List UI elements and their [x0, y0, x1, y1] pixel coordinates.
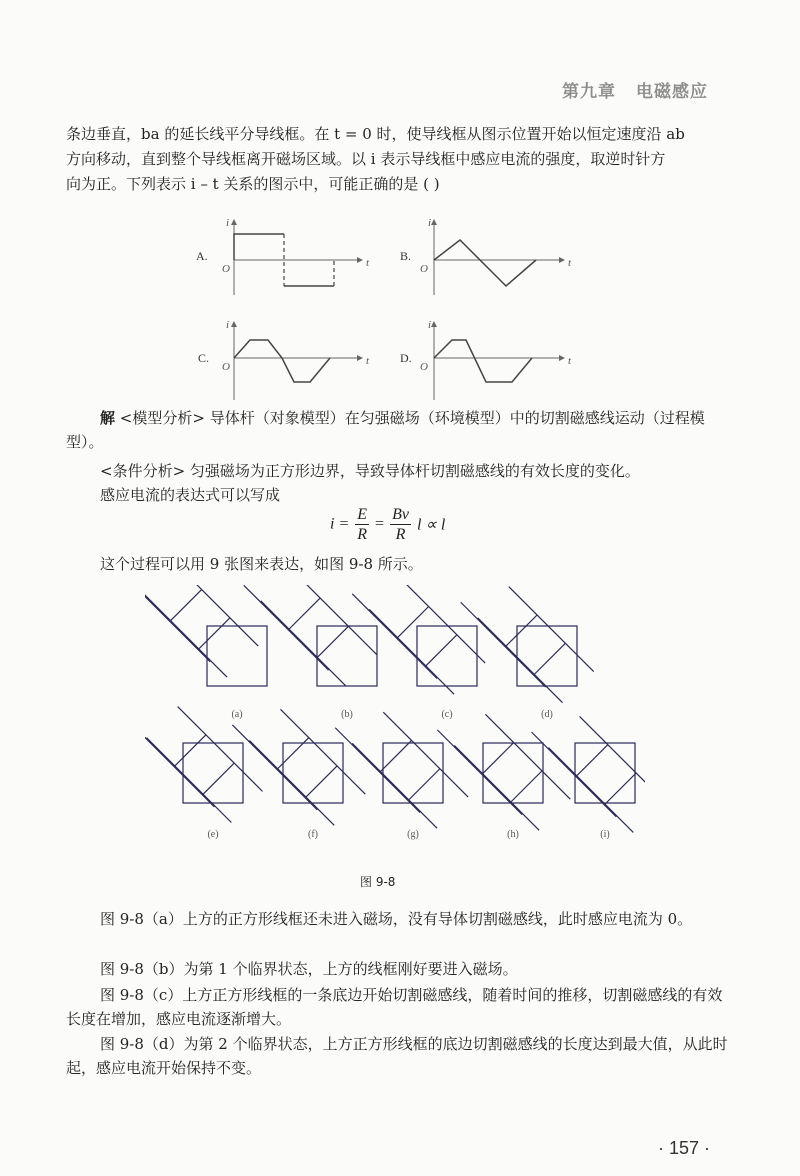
option-b-xaxis: t [568, 257, 572, 269]
option-c-label: C. [198, 351, 210, 365]
figure-sub-label: (c) [441, 709, 453, 720]
explanation-para-1: 图 9-8（a）上方的正方形线框还未进入磁场，没有导体切割磁感线，此时感应电流为 0。 [100, 910, 693, 928]
problem-line-1: 条边垂直，ba 的延长线平分导线框。在 t = 0 时，使导线框从图示位置开始以恒定速度沿 ab [66, 125, 685, 143]
option-a-label: A. [196, 249, 208, 263]
formula-eq: = [375, 515, 385, 533]
option-c-yaxis: i [226, 319, 230, 331]
figure-panel [352, 585, 485, 694]
option-c-origin: O [222, 361, 230, 373]
figure-panels [145, 585, 645, 840]
figure-panel [244, 585, 377, 686]
option-d-label: D. [400, 351, 412, 365]
figure-panel [531, 716, 645, 832]
explanation-para-4: 图 9-8（d）为第 2 个临界状态，上方正方形线框的底边切割磁感线的长度达到最大值，从此时起，感应电流开始保持不变。 [66, 1035, 728, 1077]
formula-rhs: l ∝ l [416, 516, 446, 534]
figure-panel [437, 714, 570, 830]
option-d-xaxis: t [568, 355, 572, 367]
figure-9-8 [145, 585, 645, 850]
formula-f2-num: Bv [392, 506, 409, 523]
option-a-yaxis: i [226, 217, 230, 229]
chapter-title: 电磁感应 [636, 82, 708, 102]
formula-fraction-2 [390, 505, 411, 544]
formula-f2-den: R [395, 526, 406, 543]
figure-caption: 图 9-8 [360, 875, 396, 889]
solution-para-2: <条件分析> 匀强磁场为正方形边界，导致导体杆切割磁感线的有效长度的变化。 [100, 462, 640, 480]
current-formula [330, 505, 445, 544]
option-a-xaxis: t [366, 257, 370, 269]
figure-sub-label: (i) [600, 829, 610, 840]
problem-text [66, 122, 728, 197]
formula-lhs: i = [330, 515, 350, 533]
figure-sub-label: (f) [308, 829, 318, 840]
option-c-graph [198, 319, 370, 400]
page-number: · 157 · [657, 1138, 710, 1158]
problem-line-3: 向为正。下列表示 i – t 关系的图示中，可能正确的是 ( ) [66, 175, 440, 193]
chapter-number: 第九章 [562, 82, 616, 102]
option-b-origin: O [420, 263, 428, 275]
formula-fraction-1 [355, 505, 369, 544]
figure-sub-label: (h) [507, 829, 519, 840]
option-a-graph [196, 217, 370, 295]
option-d-yaxis: i [428, 319, 432, 331]
figure-panel [145, 707, 262, 823]
option-c-xaxis: t [366, 355, 370, 367]
figure-sub-label: (g) [407, 829, 419, 840]
formula-f1-num: E [357, 506, 368, 523]
figure-panel [232, 709, 365, 825]
option-b-label: B. [400, 249, 412, 263]
solution-para-1 [66, 406, 728, 454]
option-graphs [190, 210, 590, 405]
problem-line-2: 方向移动，直到整个导线框离开磁场区域。以 i 表示导线框中感应电流的强度，取逆时针方 [66, 150, 666, 168]
figure-panel [145, 585, 267, 686]
figure-sub-label: (e) [207, 829, 219, 840]
figure-panel [335, 712, 468, 828]
option-b-yaxis: i [428, 217, 432, 229]
solution-para-3: 感应电流的表达式可以写成 [100, 486, 281, 504]
option-d-graph [400, 319, 572, 400]
solution-label: 解 [100, 409, 116, 427]
figure-sub-label: (d) [541, 709, 553, 720]
option-d-origin: O [420, 361, 428, 373]
explanation-para-3: 图 9-8（c）上方正方形线框的一条底边开始切割磁感线，随着时间的推移，切割磁感线的有效长度在增加，感应电流逐渐增大。 [66, 986, 723, 1028]
solution-para-4: 这个过程可以用 9 张图来表达，如图 9-8 所示。 [100, 555, 423, 573]
figure-sub-label: (a) [231, 709, 243, 720]
option-a-origin: O [222, 263, 230, 275]
option-b-graph [400, 217, 572, 295]
figure-sub-label: (b) [341, 709, 353, 720]
chapter-header [562, 77, 708, 102]
figure-panel [461, 587, 594, 703]
formula-f1-den: R [357, 526, 368, 543]
solution-para-1-text: <模型分析> 导体杆（对象模型）在匀强磁场（环境模型）中的切割磁感线运动（过程模型）。 [66, 409, 705, 451]
explanation-para-2: 图 9-8（b）为第 1 个临界状态，上方的线框刚好要进入磁场。 [100, 960, 518, 978]
